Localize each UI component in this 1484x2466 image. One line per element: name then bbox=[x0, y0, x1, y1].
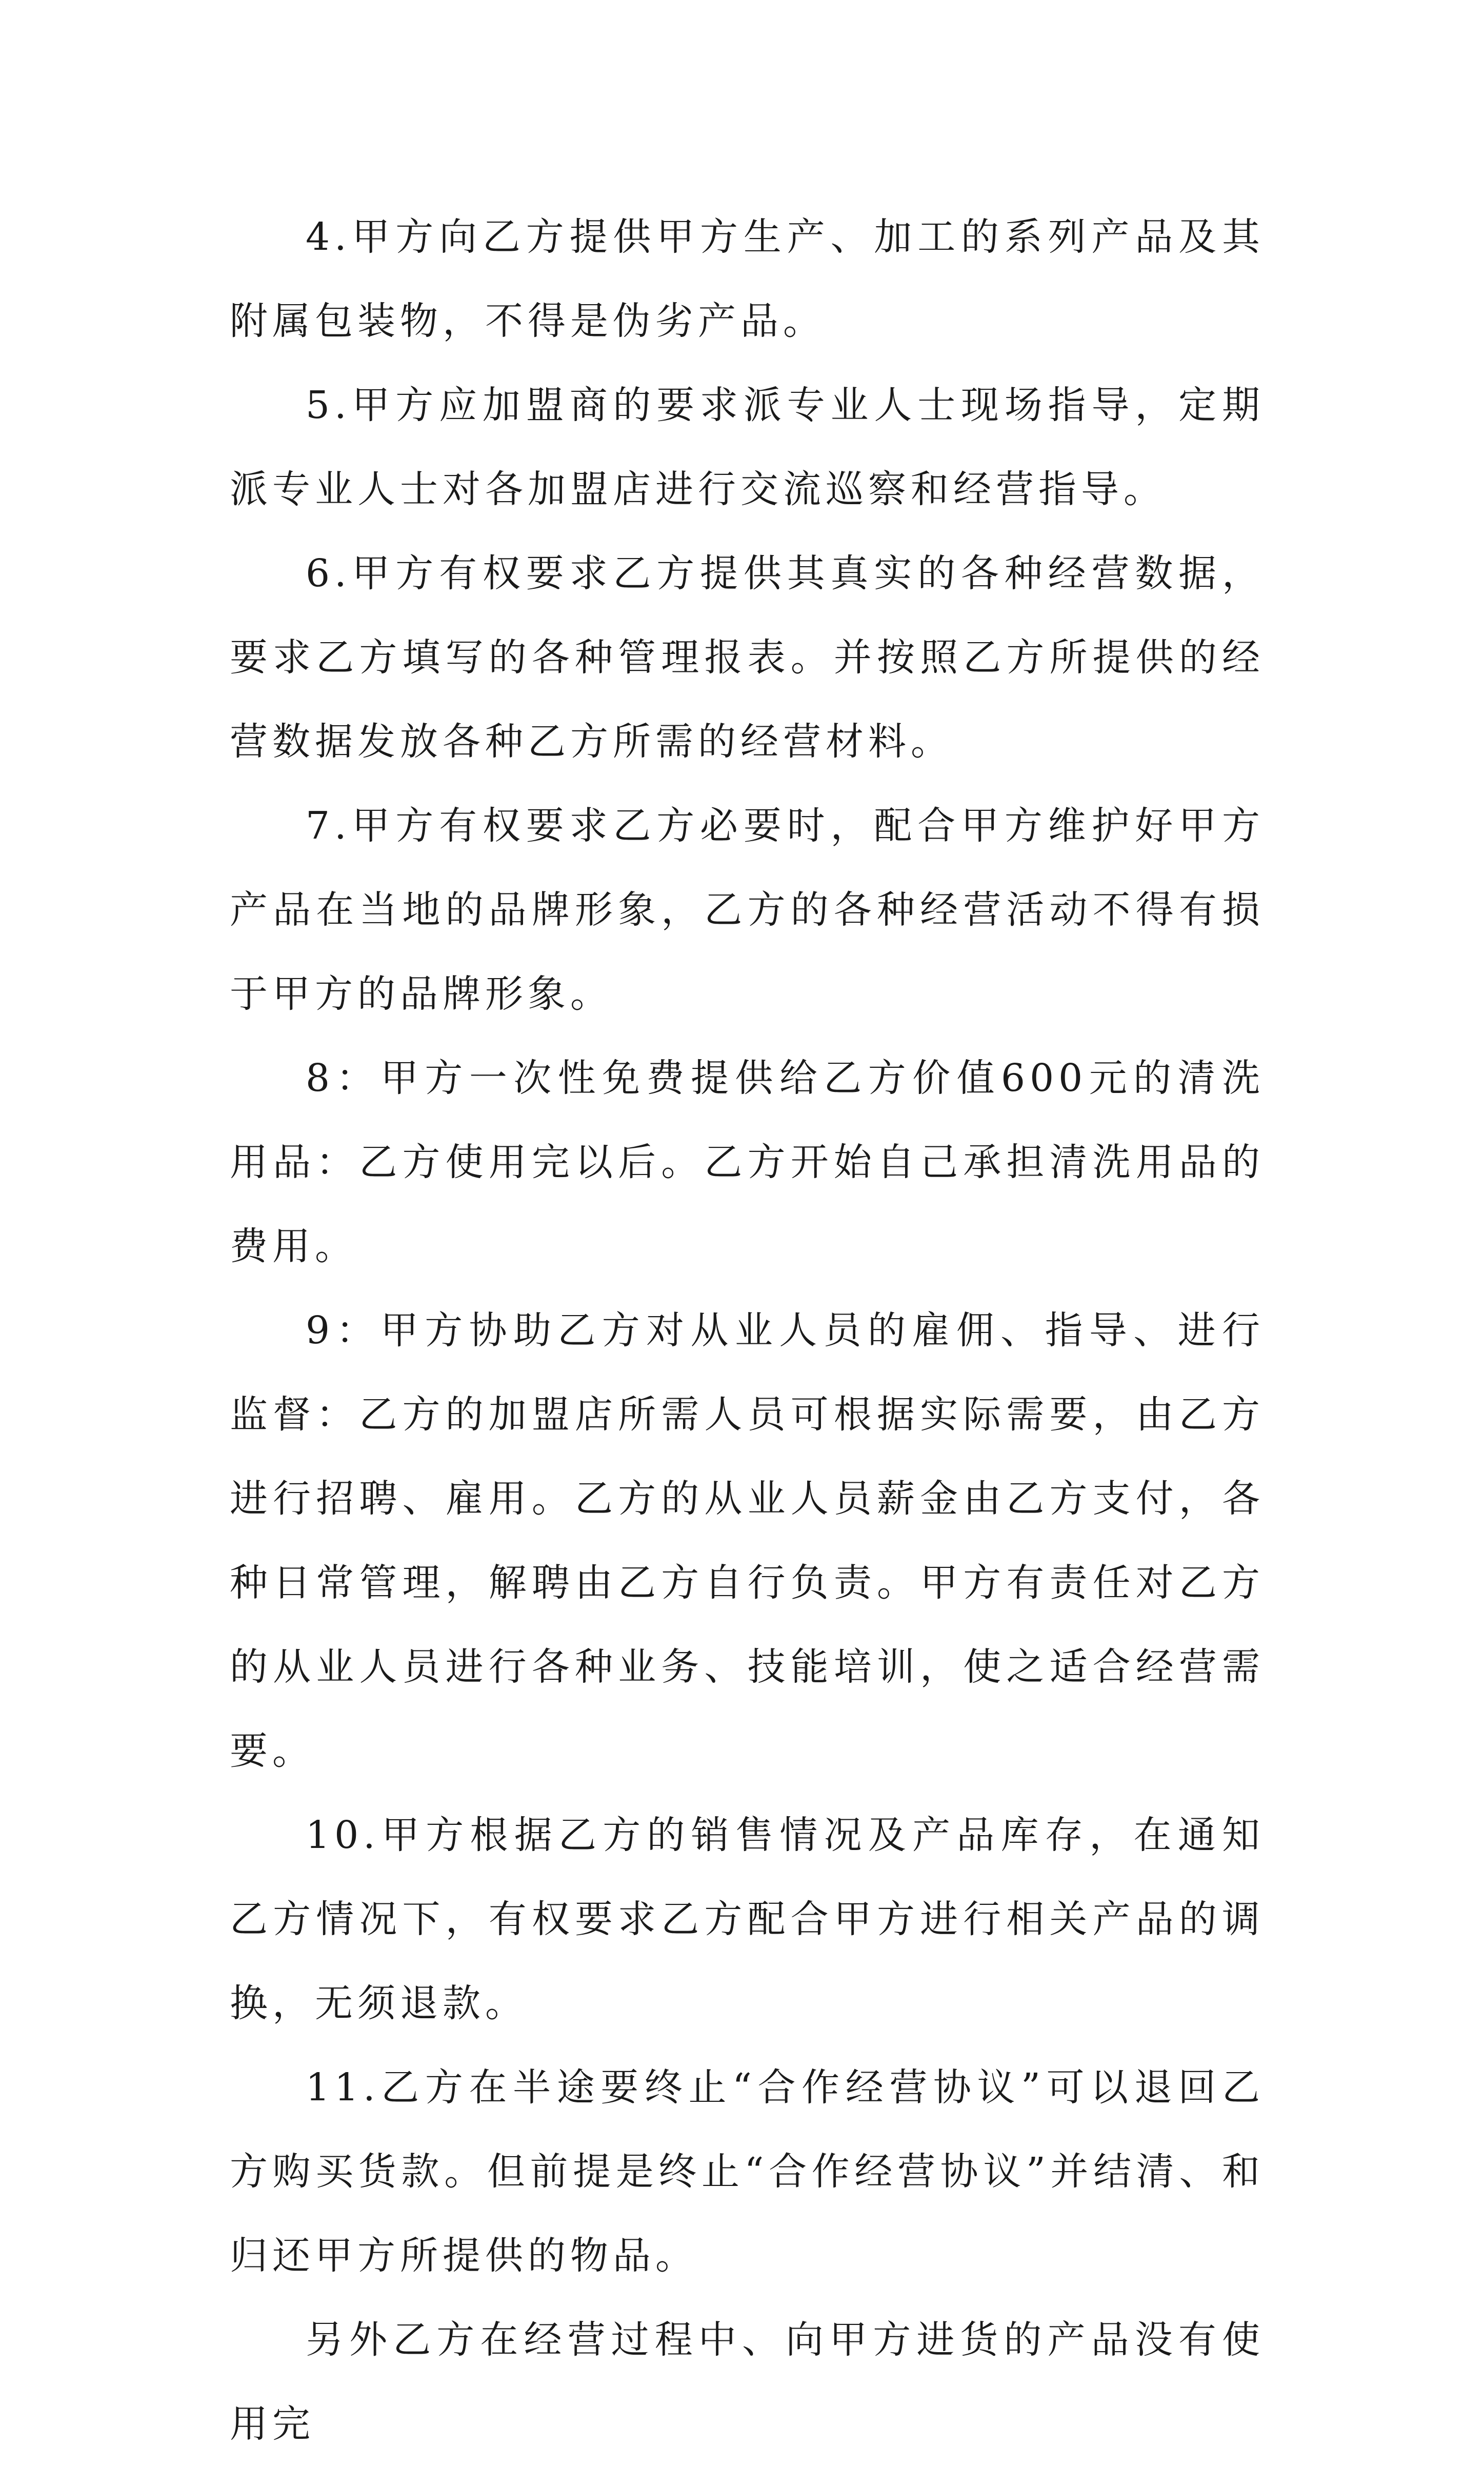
clause-8: 8：甲方一次性免费提供给乙方价值600元的清洗用品：乙方使用完以后。乙方开始自己承担清洗用品的费用。 bbox=[230, 1056, 1265, 1268]
document-body bbox=[230, 195, 1265, 2466]
clause-10: 10.甲方根据乙方的销售情况及产品库存，在通知乙方情况下，有权要求乙方配合甲方进行相关产品的调换，无须退款。 bbox=[230, 1813, 1265, 2025]
clause-7: 7.甲方有权要求乙方必要时，配合甲方维护好甲方产品在当地的品牌形象，乙方的各种经营活动不得有损于甲方的品牌形象。 bbox=[230, 804, 1265, 1016]
clause-6: 6.甲方有权要求乙方提供其真实的各种经营数据，要求乙方填写的各种管理报表。并按照乙方所提供的经营数据发放各种乙方所需的经营材料。 bbox=[230, 551, 1265, 764]
clause-4: 4.甲方向乙方提供甲方生产、加工的系列产品及其附属包装物，不得是伪劣产品。 bbox=[230, 215, 1265, 343]
clause-5: 5.甲方应加盟商的要求派专业人士现场指导，定期派专业人士对各加盟店进行交流巡察和经营指导。 bbox=[230, 383, 1265, 511]
additional-paragraph: 另外乙方在经营过程中、向甲方进货的产品没有使用完 bbox=[230, 2318, 1265, 2446]
clause-9: 9：甲方协助乙方对从业人员的雇佣、指导、进行监督：乙方的加盟店所需人员可根据实际需要，由乙方进行招聘、雇用。乙方的从业人员薪金由乙方支付，各种日常管理，解聘由乙方自行负责。甲方有责任对乙方的从业人员进行各种业务、技能培训，使之适合经营需要。 bbox=[230, 1308, 1265, 1773]
clause-11: 11.乙方在半途要终止“合作经营协议”可以退回乙方购买货款。但前提是终止“合作经营协议”并结清、和归还甲方所提供的物品。 bbox=[230, 2065, 1265, 2278]
